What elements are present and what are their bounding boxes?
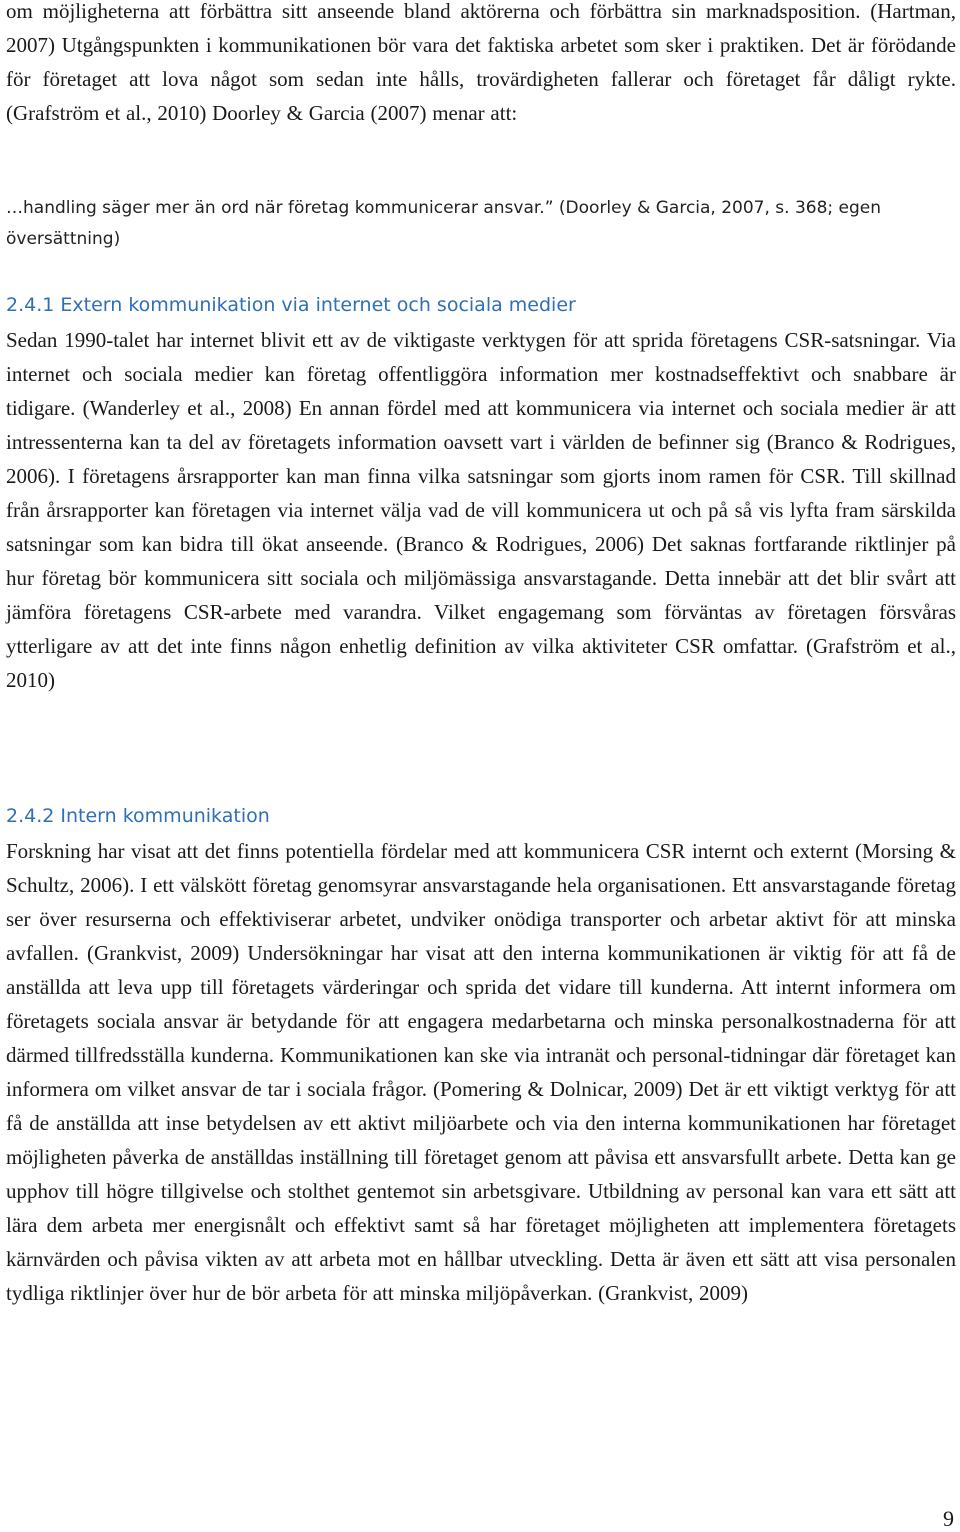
block-quote: …handling säger mer än ord när företag kommunicerar ansvar.” (Doorley & Garcia, 2007, s. 368; egen översättning) bbox=[6, 198, 882, 249]
section-heading-2-4-1: 2.4.1 Extern kommunikation via internet och sociala medier bbox=[6, 294, 576, 316]
section-heading-2-4-2: 2.4.2 Intern kommunikation bbox=[6, 805, 270, 827]
section-2-4-1-body: Sedan 1990-talet har internet blivit ett av de viktigaste verktygen för att sprida företagens CSR-satsningar. Via internet och sociala medier kan företag offentliggöra information mer kostnadseffektivt och snabbare är tidigare. (Wanderley et al., 2008) En annan fördel med att kommunicera via internet och sociala medier är att intressenterna kan ta del av företagets information oavsett vart i världen de befinner sig (Branco & Rodrigues, 2006). I företagens årsrapporter kan man finna vilka satsningar som gjorts inom ramen för CSR. Till skillnad från årsrapporter kan företagen via internet välja vad de vill kommunicera ut och på så vis lyfta fram särskilda satsningar som kan bidra till ökat anseende. (Branco & Rodrigues, 2006) Det saknas fortfarande riktlinjer på hur företag bör kommunicera sitt sociala och miljömässiga ansvarstagande. Detta innebär att det blir svårt att jämföra företagens CSR-arbete med varandra. Vilket engagemang som förväntas av företagen försvåras ytterligare av att det inte finns någon enhetlig definition av vilka aktiviteter CSR omfattar. (Grafström et al., 2010) bbox=[6, 328, 956, 692]
page-number: 9 bbox=[943, 1506, 954, 1531]
intro-paragraph: om möjligheterna att förbättra sitt anseende bland aktörerna och förbättra sin marknadsposition. (Hartman, 2007) Utgångspunkten i kommunikationen bör vara det faktiska arbetet som sker i praktiken. Det är förödande för företaget att lova något som sedan inte hålls, trovärdigheten fallerar och företaget får dåligt rykte. (Grafström et al., 2010) Doorley & Garcia (2007) menar att: bbox=[6, 0, 956, 125]
section-2-4-2-body: Forskning har visat att det finns potentiella fördelar med att kommunicera CSR internt och externt (Morsing & Schultz, 2006). I ett välskött företag genomsyrar ansvarstagande hela organisationen. Ett ansvarstagande företag ser över resurserna och effektiviserar arbetet, undviker onödiga transporter och arbetar aktivt för att minska avfallen. (Grankvist, 2009) Undersökningar har visat att den interna kommunikationen är viktig för att få de anställda att leva upp till företagets värderingar och sprida det vidare till kunderna. Att internt informera om företagets sociala ansvar är betydande för att engagera medarbetarna och minska personalkostnaderna för att därmed tillfredsställa kunderna. Kommunikationen kan ske via intranät och personal-tidningar där företaget kan informera om vilket ansvar de tar i sociala frågor. (Pomering & Dolnicar, 2009) Det är ett viktigt verktyg för att få de anställda att inse betydelsen av ett aktivt miljöarbete och via den interna kommunikationen har företaget möjligheten påverka de anställdas inställning till företaget genom att påvisa ett ansvarsfullt arbete. Detta kan ge upphov till högre tillgivelse och stolthet gentemot sin arbetsgivare. Utbildning av personal kan vara ett sätt att lära dem arbeta mer energisnålt och effektivt samt så har företaget möjligheten att implementera företagets kärnvärden och påvisa vikten av att arbeta mot en hållbar utveckling. Detta är även ett sätt att visa personalen tydliga riktlinjer över hur de bör arbeta för att minska miljöpåverkan. (Grankvist, 2009) bbox=[6, 839, 956, 1305]
